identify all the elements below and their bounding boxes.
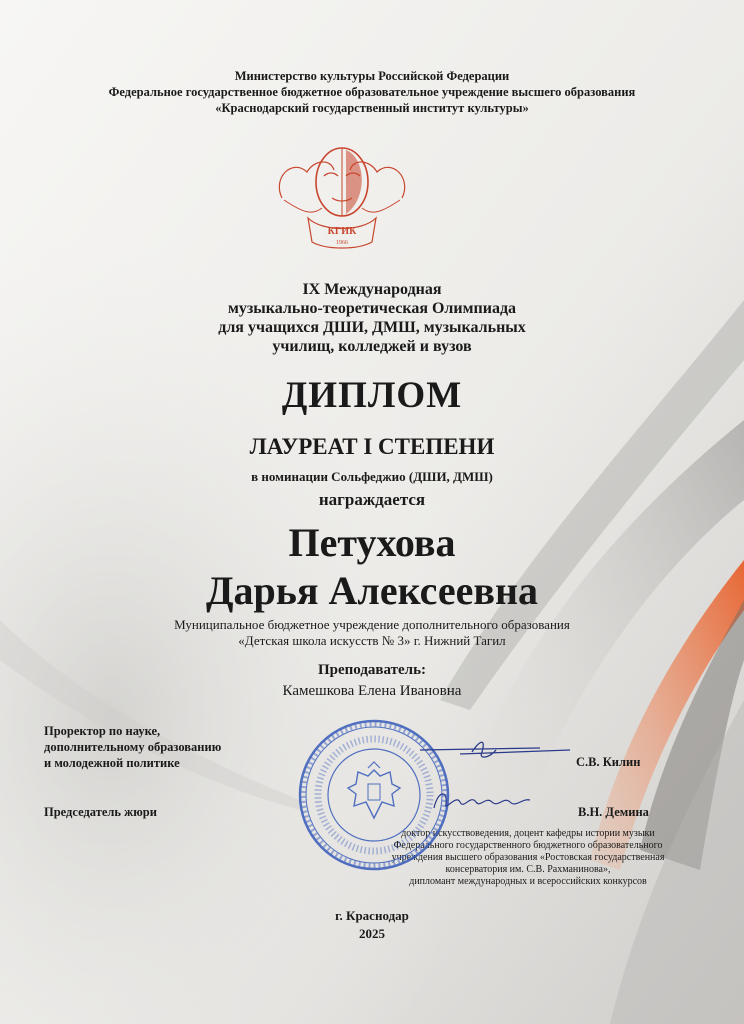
institute-name-line: «Краснодарский государственный институт культуры» bbox=[215, 101, 529, 115]
laureate-degree: ЛАУРЕАТ I СТЕПЕНИ bbox=[249, 434, 495, 459]
prorector-signature bbox=[420, 730, 580, 770]
regalia-line: доктор искусствоведения, доцент кафедры истории музыки bbox=[401, 828, 655, 839]
logo-year: 1966 bbox=[336, 240, 348, 246]
regalia-line: консерватория им. С.В. Рахманинова», bbox=[445, 864, 611, 875]
prorector-line-2: дополнительному образованию bbox=[44, 740, 222, 754]
school-line-1: Муниципальное бюджетное учреждение дополнительного образования bbox=[174, 617, 570, 632]
logo-text: КГИК bbox=[327, 226, 357, 237]
regalia-line: Федерального государственного бюджетного образовательного bbox=[393, 840, 663, 851]
kgik-logo bbox=[262, 138, 422, 250]
prorector-title bbox=[44, 723, 221, 771]
olympiad-title bbox=[0, 280, 744, 356]
olympiad-line-2: музыкально-теоретическая Олимпиада bbox=[227, 300, 517, 317]
teacher-name: Камешкова Елена Ивановна bbox=[282, 683, 462, 699]
olympiad-line-1: IX Международная bbox=[302, 281, 442, 298]
prorector-line-3: и молодежной политике bbox=[44, 756, 180, 770]
jury-chair-signature bbox=[430, 784, 540, 816]
nomination: в номинации Сольфеджио (ДШИ, ДМШ) bbox=[251, 469, 493, 484]
school-info bbox=[0, 617, 744, 649]
ministry-line: Министерство культуры Российской Федерации bbox=[234, 69, 510, 83]
recipient-surname: Петухова bbox=[288, 520, 456, 565]
diploma-title: ДИПЛОМ bbox=[281, 375, 463, 416]
prorector-name: С.В. Килин bbox=[576, 755, 641, 769]
year: 2025 bbox=[359, 926, 385, 941]
school-line-2: «Детская школа искусств № 3» г. Нижний Тагил bbox=[238, 633, 506, 648]
recipient-given-names: Дарья Алексеевна bbox=[205, 568, 539, 613]
awarded-label: награждается bbox=[318, 490, 426, 509]
olympiad-line-4: училищ, колледжей и вузов bbox=[272, 338, 472, 355]
teacher-label: Преподаватель: bbox=[317, 662, 427, 678]
regalia-line: дипломант международных и всероссийских конкурсов bbox=[409, 876, 647, 887]
federal-institution-line: Федеральное государственное бюджетное образовательное учреждение высшего образования bbox=[108, 85, 636, 99]
jury-chair-label: Председатель жюри bbox=[44, 805, 157, 819]
prorector-line-1: Проректор по науке, bbox=[44, 724, 161, 738]
regalia-line: учреждения высшего образования «Ростовская государственная bbox=[391, 852, 665, 863]
olympiad-line-3: для учащихся ДШИ, ДМШ, музыкальных bbox=[218, 319, 526, 336]
city: г. Краснодар bbox=[335, 908, 409, 923]
institution-header bbox=[0, 68, 744, 116]
jury-chair-name: В.Н. Демина bbox=[578, 805, 649, 819]
